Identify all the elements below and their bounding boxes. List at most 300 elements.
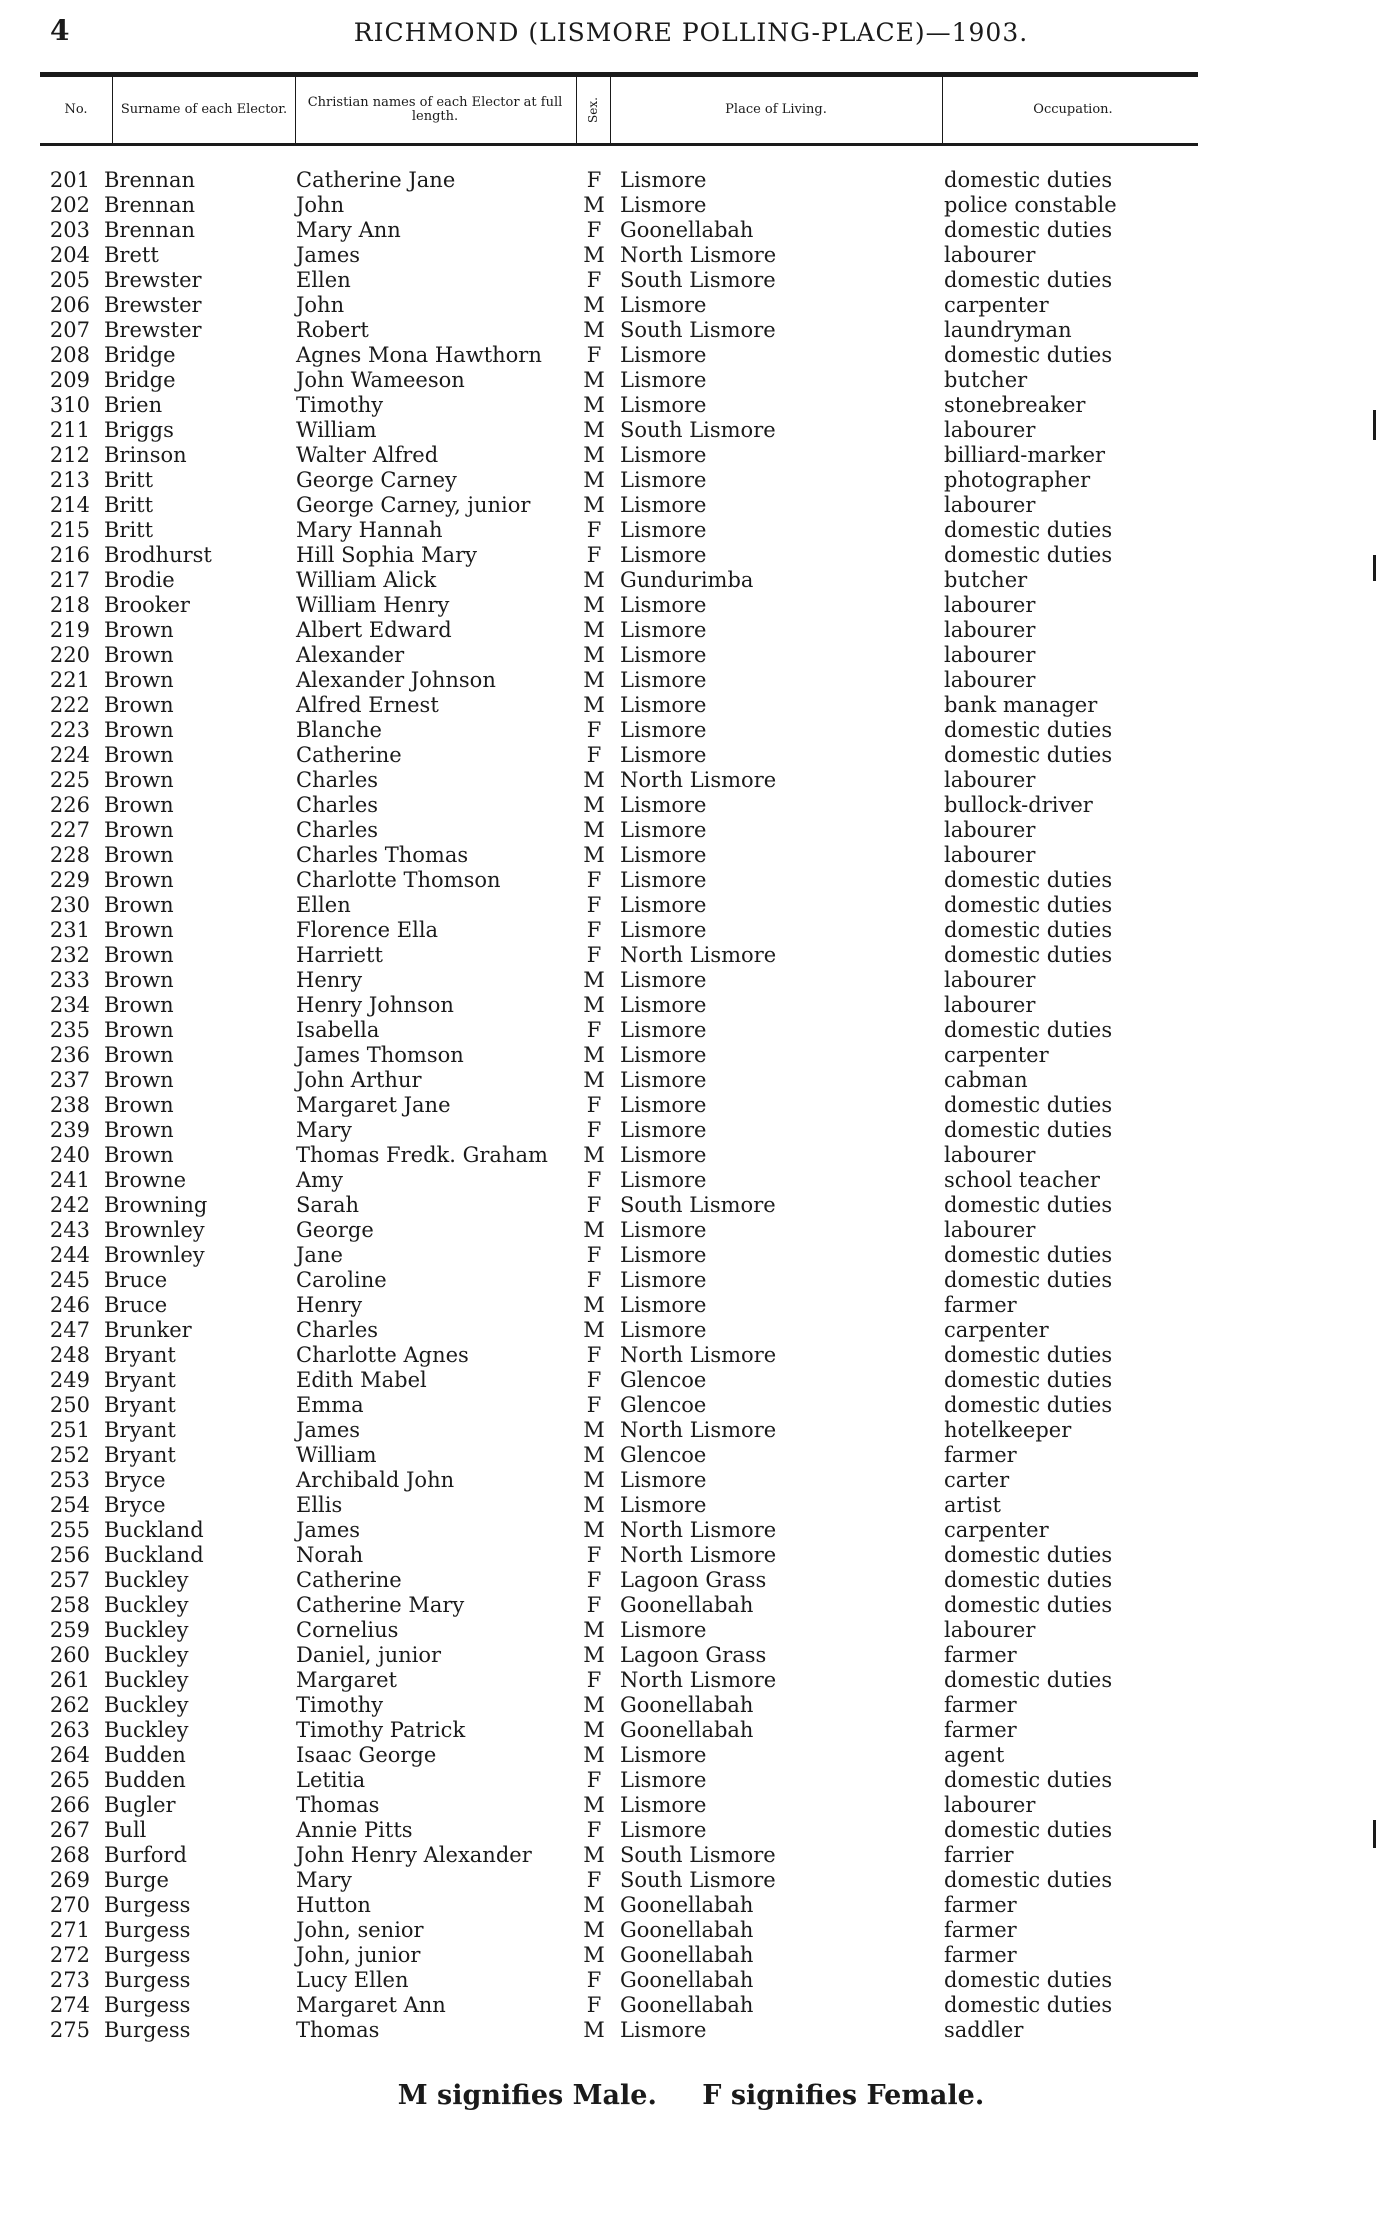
elector-surname: Burgess (104, 2018, 191, 2042)
elector-number: 261 (49, 1668, 90, 1692)
header-occupation: Occupation. (1033, 102, 1113, 117)
table-row (0, 843, 1382, 868)
elector-christian-names: Margaret Ann (296, 1993, 446, 2017)
elector-number: 229 (49, 868, 90, 892)
elector-occupation: domestic duties (944, 943, 1113, 967)
elector-place-of-living: Lismore (620, 1118, 707, 1142)
elector-place-of-living: South Lismore (620, 1843, 776, 1867)
elector-surname: Buckley (104, 1668, 189, 1692)
elector-surname: Brown (104, 743, 174, 767)
elector-occupation: labourer (944, 243, 1036, 267)
elector-place-of-living: Lismore (620, 1093, 707, 1117)
table-row (0, 793, 1382, 818)
elector-sex: M (583, 1793, 605, 1817)
elector-sex: M (583, 843, 605, 867)
elector-sex: F (586, 1393, 602, 1417)
elector-place-of-living: Lismore (620, 293, 707, 317)
elector-place-of-living: Lismore (620, 543, 707, 567)
elector-place-of-living: Lismore (620, 1493, 707, 1517)
table-row (0, 893, 1382, 918)
table-row (0, 1043, 1382, 1068)
elector-place-of-living: Goonellabah (620, 1893, 754, 1917)
table-row (0, 443, 1382, 468)
table-row (0, 1318, 1382, 1343)
elector-christian-names: Timothy (296, 393, 384, 417)
elector-number: 273 (49, 1968, 90, 1992)
elector-place-of-living: Lismore (620, 893, 707, 917)
elector-christian-names: Archibald John (296, 1468, 455, 1492)
elector-surname: Brett (104, 243, 159, 267)
elector-number: 243 (49, 1218, 90, 1242)
elector-number: 205 (49, 268, 90, 292)
elector-sex: F (586, 518, 602, 542)
elector-place-of-living: Lagoon Grass (620, 1643, 767, 1667)
elector-christian-names: George Carney (296, 468, 457, 492)
elector-surname: Brown (104, 1143, 174, 1167)
elector-christian-names: Henry (296, 968, 363, 992)
elector-occupation: bank manager (944, 693, 1098, 717)
legend-female: F signifies Female. (702, 2080, 985, 2111)
elector-sex: M (583, 243, 605, 267)
elector-sex: M (583, 1518, 605, 1542)
elector-number: 231 (49, 918, 90, 942)
elector-sex: F (586, 1818, 602, 1842)
elector-christian-names: Sarah (296, 1193, 359, 1217)
elector-christian-names: James (296, 1418, 361, 1442)
elector-place-of-living: Goonellabah (620, 1918, 754, 1942)
elector-sex: M (583, 1618, 605, 1642)
elector-surname: Brown (104, 793, 174, 817)
elector-occupation: carpenter (944, 1043, 1049, 1067)
table-row (0, 1543, 1382, 1568)
elector-surname: Briggs (104, 418, 174, 442)
elector-christian-names: Mary (296, 1868, 352, 1892)
elector-sex: M (583, 768, 605, 792)
elector-number: 259 (49, 1618, 90, 1642)
elector-sex: F (586, 1168, 602, 1192)
table-row (0, 393, 1382, 418)
table-row (0, 493, 1382, 518)
elector-sex: M (583, 1743, 605, 1767)
elector-number: 271 (49, 1918, 90, 1942)
elector-place-of-living: Lismore (620, 468, 707, 492)
elector-surname: Brown (104, 718, 174, 742)
elector-sex: M (583, 568, 605, 592)
elector-occupation: domestic duties (944, 1118, 1113, 1142)
elector-occupation: laundryman (944, 318, 1072, 342)
elector-place-of-living: Lismore (620, 818, 707, 842)
elector-number: 237 (49, 1068, 90, 1092)
elector-number: 269 (49, 1868, 90, 1892)
elector-place-of-living: Lismore (620, 643, 707, 667)
elector-christian-names: Emma (296, 1393, 364, 1417)
elector-place-of-living: South Lismore (620, 268, 776, 292)
elector-surname: Brennan (104, 168, 195, 192)
elector-place-of-living: Lismore (620, 393, 707, 417)
elector-sex: F (586, 343, 602, 367)
elector-occupation: farmer (944, 1918, 1017, 1942)
elector-place-of-living: Lismore (620, 1768, 707, 1792)
margin-mark (1373, 1820, 1376, 1848)
table-row (0, 693, 1382, 718)
elector-occupation: domestic duties (944, 1768, 1113, 1792)
elector-number: 310 (49, 393, 90, 417)
elector-occupation: domestic duties (944, 918, 1113, 942)
table-row (0, 1793, 1382, 1818)
table-row (0, 718, 1382, 743)
elector-surname: Burford (104, 1843, 187, 1867)
elector-number: 245 (49, 1268, 90, 1292)
elector-christian-names: Ellis (296, 1493, 343, 1517)
elector-occupation: stonebreaker (944, 393, 1086, 417)
table-row (0, 643, 1382, 668)
elector-number: 226 (49, 793, 90, 817)
elector-place-of-living: North Lismore (620, 1343, 777, 1367)
elector-christian-names: George Carney, junior (296, 493, 531, 517)
elector-occupation: domestic duties (944, 1393, 1113, 1417)
elector-surname: Brewster (104, 268, 202, 292)
elector-christian-names: Charles (296, 1318, 379, 1342)
table-row (0, 1968, 1382, 1993)
table-row (0, 1168, 1382, 1193)
elector-place-of-living: North Lismore (620, 1418, 777, 1442)
table-row (0, 943, 1382, 968)
elector-number: 207 (49, 318, 90, 342)
elector-sex: M (583, 993, 605, 1017)
elector-occupation: labourer (944, 1618, 1036, 1642)
elector-number: 212 (49, 443, 90, 467)
elector-sex: M (583, 1418, 605, 1442)
table-row (0, 468, 1382, 493)
elector-place-of-living: Lismore (620, 1618, 707, 1642)
header-christian-names: Christian names of each Elector at full length. (307, 95, 563, 124)
elector-sex: M (583, 1443, 605, 1467)
elector-occupation: saddler (944, 2018, 1024, 2042)
elector-sex: F (586, 1343, 602, 1367)
table-row (0, 243, 1382, 268)
elector-sex: F (586, 168, 602, 192)
table-row (0, 1843, 1382, 1868)
table-row (0, 318, 1382, 343)
table-row (0, 1718, 1382, 1743)
elector-occupation: farmer (944, 1643, 1017, 1667)
elector-surname: Bridge (104, 368, 176, 392)
elector-surname: Brown (104, 643, 174, 667)
elector-christian-names: John, junior (296, 1943, 421, 1967)
elector-occupation: labourer (944, 968, 1036, 992)
elector-christian-names: Alexander (296, 643, 405, 667)
elector-number: 257 (49, 1568, 90, 1592)
elector-occupation: carpenter (944, 1518, 1049, 1542)
elector-occupation: labourer (944, 1218, 1036, 1242)
elector-christian-names: William (296, 1443, 377, 1467)
elector-surname: Bryant (104, 1443, 176, 1467)
elector-surname: Bryant (104, 1418, 176, 1442)
elector-surname: Brunker (104, 1318, 192, 1342)
elector-place-of-living: Lismore (620, 518, 707, 542)
table-row (0, 1943, 1382, 1968)
elector-surname: Britt (104, 518, 154, 542)
elector-list (0, 168, 1382, 2043)
elector-occupation: farmer (944, 1943, 1017, 1967)
elector-surname: Bugler (104, 1793, 176, 1817)
elector-occupation: farmer (944, 1893, 1017, 1917)
elector-occupation: photographer (944, 468, 1091, 492)
legend-male: M signifies Male. (397, 2080, 657, 2111)
elector-christian-names: Ellen (296, 893, 351, 917)
table-row (0, 343, 1382, 368)
elector-sex: F (586, 1543, 602, 1567)
elector-sex: M (583, 1918, 605, 1942)
elector-sex: F (586, 218, 602, 242)
elector-number: 260 (49, 1643, 90, 1667)
elector-number: 253 (49, 1468, 90, 1492)
elector-surname: Brown (104, 968, 174, 992)
elector-number: 235 (49, 1018, 90, 1042)
elector-surname: Bryce (104, 1468, 166, 1492)
elector-occupation: agent (944, 1743, 1005, 1767)
elector-number: 266 (49, 1793, 90, 1817)
table-row (0, 1893, 1382, 1918)
elector-surname: Brown (104, 893, 174, 917)
elector-number: 238 (49, 1093, 90, 1117)
elector-christian-names: Charles (296, 793, 379, 817)
elector-sex: F (586, 1868, 602, 1892)
elector-surname: Buckley (104, 1568, 189, 1592)
elector-number: 214 (49, 493, 90, 517)
elector-place-of-living: Lismore (620, 1318, 707, 1342)
column-divider (295, 77, 296, 143)
table-row (0, 1993, 1382, 2018)
elector-number: 204 (49, 243, 90, 267)
elector-surname: Brown (104, 668, 174, 692)
elector-surname: Brown (104, 693, 174, 717)
table-row (0, 1443, 1382, 1468)
elector-place-of-living: Lismore (620, 868, 707, 892)
elector-number: 222 (49, 693, 90, 717)
elector-place-of-living: North Lismore (620, 243, 777, 267)
elector-christian-names: Margaret Jane (296, 1093, 451, 1117)
elector-christian-names: Letitia (296, 1768, 366, 1792)
elector-place-of-living: Lismore (620, 2018, 707, 2042)
elector-place-of-living: Goonellabah (620, 218, 754, 242)
table-row (0, 1393, 1382, 1418)
elector-sex: F (586, 743, 602, 767)
table-row (0, 1668, 1382, 1693)
elector-number: 215 (49, 518, 90, 542)
elector-place-of-living: Lismore (620, 743, 707, 767)
elector-christian-names: John Wameeson (296, 368, 465, 392)
elector-number: 250 (49, 1393, 90, 1417)
elector-surname: Bruce (104, 1268, 168, 1292)
elector-number: 202 (49, 193, 90, 217)
elector-christian-names: James (296, 1518, 361, 1542)
elector-surname: Bryant (104, 1368, 176, 1392)
elector-place-of-living: Goonellabah (620, 1593, 754, 1617)
elector-surname: Brown (104, 818, 174, 842)
elector-place-of-living: Lismore (620, 1143, 707, 1167)
elector-place-of-living: North Lismore (620, 1543, 777, 1567)
elector-occupation: domestic duties (944, 1593, 1113, 1617)
elector-sex: M (583, 368, 605, 392)
elector-occupation: domestic duties (944, 1818, 1113, 1842)
elector-number: 246 (49, 1293, 90, 1317)
elector-christian-names: Mary (296, 1118, 352, 1142)
elector-surname: Burgess (104, 1893, 191, 1917)
elector-number: 225 (49, 768, 90, 792)
elector-christian-names: Harriett (296, 943, 383, 967)
table-row (0, 968, 1382, 993)
table-row (0, 1143, 1382, 1168)
table-row (0, 218, 1382, 243)
elector-christian-names: Charles (296, 818, 379, 842)
elector-occupation: domestic duties (944, 1343, 1113, 1367)
elector-occupation: artist (944, 1493, 1001, 1517)
elector-occupation: labourer (944, 643, 1036, 667)
elector-christian-names: Thomas Fredk. Graham (296, 1143, 548, 1167)
elector-sex: M (583, 1843, 605, 1867)
elector-surname: Browne (104, 1168, 187, 1192)
elector-place-of-living: Lismore (620, 1293, 707, 1317)
elector-surname: Brown (104, 1043, 174, 1067)
elector-sex: M (583, 1143, 605, 1167)
elector-surname: Brown (104, 943, 174, 967)
elector-surname: Bull (104, 1818, 147, 1842)
elector-place-of-living: Lismore (620, 368, 707, 392)
elector-christian-names: Mary Hannah (296, 518, 443, 542)
page-number: 4 (50, 14, 70, 47)
elector-occupation: domestic duties (944, 518, 1113, 542)
header-sex (576, 79, 610, 141)
elector-occupation: carpenter (944, 1318, 1049, 1342)
elector-place-of-living: Lismore (620, 1743, 707, 1767)
elector-christian-names: Timothy Patrick (296, 1718, 466, 1742)
elector-occupation: farmer (944, 1693, 1017, 1717)
elector-sex: M (583, 1318, 605, 1342)
elector-surname: Brown (104, 1118, 174, 1142)
elector-occupation: farmer (944, 1293, 1017, 1317)
elector-place-of-living: North Lismore (620, 943, 777, 967)
elector-occupation: labourer (944, 993, 1036, 1017)
elector-surname: Brinson (104, 443, 187, 467)
elector-sex: F (586, 543, 602, 567)
table-row (0, 1118, 1382, 1143)
elector-number: 232 (49, 943, 90, 967)
elector-number: 230 (49, 893, 90, 917)
elector-surname: Buckland (104, 1543, 204, 1567)
elector-place-of-living: North Lismore (620, 768, 777, 792)
header-bottom-rule (40, 143, 1198, 146)
elector-christian-names: James (296, 243, 361, 267)
margin-mark (1373, 555, 1376, 581)
elector-sex: F (586, 1118, 602, 1142)
elector-occupation: domestic duties (944, 1193, 1113, 1217)
elector-surname: Brodie (104, 568, 175, 592)
table-row (0, 518, 1382, 543)
elector-christian-names: John (296, 293, 345, 317)
elector-occupation: labourer (944, 418, 1036, 442)
elector-place-of-living: North Lismore (620, 1518, 777, 1542)
elector-occupation: labourer (944, 843, 1036, 867)
elector-occupation: bullock-driver (944, 793, 1093, 817)
elector-occupation: labourer (944, 593, 1036, 617)
elector-christian-names: Robert (296, 318, 369, 342)
elector-christian-names: Charlotte Agnes (296, 1343, 469, 1367)
elector-place-of-living: South Lismore (620, 318, 776, 342)
elector-occupation: farmer (944, 1443, 1017, 1467)
header-surname: Surname of each Elector. (120, 102, 288, 117)
elector-sex: F (586, 1668, 602, 1692)
table-row (0, 593, 1382, 618)
elector-sex: M (583, 1718, 605, 1742)
elector-number: 224 (49, 743, 90, 767)
table-row (0, 1243, 1382, 1268)
elector-number: 241 (49, 1168, 90, 1192)
column-divider (942, 77, 943, 143)
elector-surname: Buckland (104, 1518, 204, 1542)
elector-sex: M (583, 668, 605, 692)
elector-sex: M (583, 293, 605, 317)
table-row (0, 1743, 1382, 1768)
elector-sex: M (583, 593, 605, 617)
header-top-rule (40, 72, 1198, 77)
elector-place-of-living: South Lismore (620, 1868, 776, 1892)
elector-christian-names: Blanche (296, 718, 382, 742)
elector-christian-names: Walter Alfred (296, 443, 439, 467)
elector-occupation: farrier (944, 1843, 1014, 1867)
elector-surname: Britt (104, 493, 154, 517)
elector-surname: Bryant (104, 1343, 176, 1367)
elector-christian-names: Margaret (296, 1668, 397, 1692)
elector-christian-names: Isabella (296, 1018, 380, 1042)
elector-number: 247 (49, 1318, 90, 1342)
elector-number: 209 (49, 368, 90, 392)
elector-surname: Buckley (104, 1618, 189, 1642)
elector-occupation: domestic duties (944, 868, 1113, 892)
elector-christian-names: Charles Thomas (296, 843, 469, 867)
table-row (0, 1218, 1382, 1243)
elector-place-of-living: Lismore (620, 193, 707, 217)
elector-sex: M (583, 968, 605, 992)
elector-number: 263 (49, 1718, 90, 1742)
elector-occupation: domestic duties (944, 268, 1113, 292)
table-row (0, 668, 1382, 693)
elector-christian-names: Charlotte Thomson (296, 868, 501, 892)
elector-occupation: school teacher (944, 1168, 1100, 1192)
elector-place-of-living: Lismore (620, 1018, 707, 1042)
elector-christian-names: William Henry (296, 593, 450, 617)
elector-place-of-living: South Lismore (620, 1193, 776, 1217)
elector-number: 201 (49, 168, 90, 192)
elector-number: 228 (49, 843, 90, 867)
elector-number: 239 (49, 1118, 90, 1142)
elector-christian-names: Catherine Mary (296, 1593, 465, 1617)
elector-number: 220 (49, 643, 90, 667)
elector-surname: Burgess (104, 1993, 191, 2017)
elector-sex: F (586, 943, 602, 967)
table-row (0, 1493, 1382, 1518)
header-no: No. (64, 102, 88, 117)
table-row (0, 1518, 1382, 1543)
elector-sex: M (583, 468, 605, 492)
table-row (0, 1018, 1382, 1043)
elector-surname: Brewster (104, 318, 202, 342)
elector-sex: F (586, 893, 602, 917)
elector-christian-names: Catherine (296, 743, 402, 767)
elector-sex: M (583, 1893, 605, 1917)
elector-place-of-living: Lagoon Grass (620, 1568, 767, 1592)
elector-occupation: billiard-marker (944, 443, 1106, 467)
